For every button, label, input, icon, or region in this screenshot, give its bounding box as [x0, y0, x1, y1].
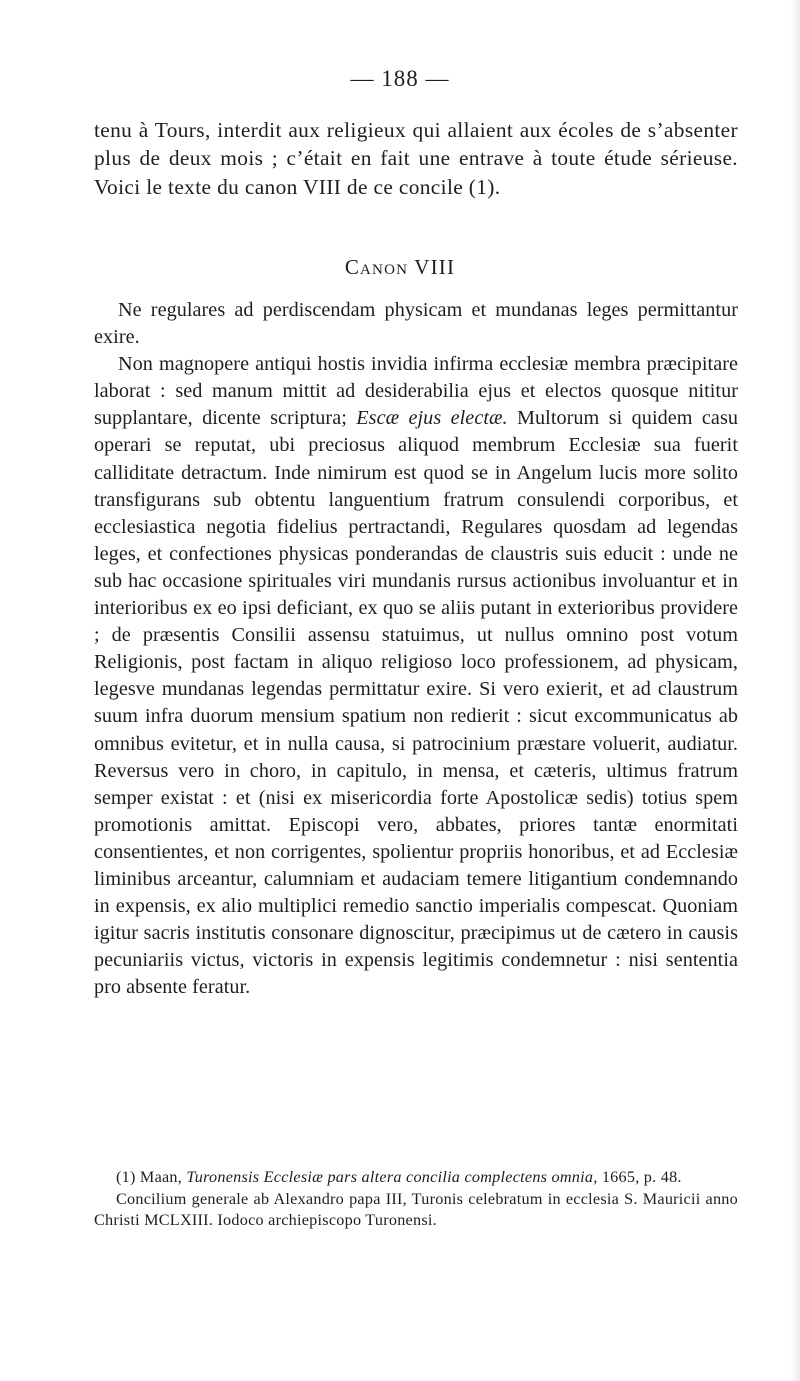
- footnotes-block: [94, 1167, 738, 1232]
- intro-paragraph-block: [94, 116, 738, 201]
- intro-paragraph: tenu à Tours, interdit aux religieux qui allaient aux écoles de s’absenter plus de deux mois ; c’était en fait une entrave à toute étude sérieuse. Voici le texte du canon VIII de ce concile (1).: [94, 118, 738, 199]
- footnote-1-suffix: 1665, p. 48.: [601, 1168, 682, 1186]
- footnote-1: [94, 1167, 738, 1189]
- footnote-1-prefix: (1) Maan,: [116, 1168, 183, 1186]
- canon-title: Ne regulares ad perdiscendam physicam et mundanas leges permittantur exire.: [94, 299, 738, 349]
- canon-heading: Canon VIII: [344, 255, 456, 279]
- canon-body: [94, 351, 738, 1001]
- page-edge-shadow: [790, 0, 800, 1381]
- page-number: — 188 —: [350, 66, 450, 91]
- canon-body-quote: Escæ ejus electæ.: [356, 407, 508, 430]
- canon-body-part-1: Non magnopere antiqui hostis invidia infirma ecclesiæ membra præcipitare laborat : sed manum mittit ad desiderabilia ejus et electos quosque nititur supplantare, dicente scriptura;: [94, 353, 738, 430]
- footnote-1-title: Turonensis Ecclesiæ pars altera concilia complectens omnia,: [186, 1168, 598, 1186]
- canon-text-block: [94, 297, 738, 1001]
- canon-body-part-2: Multorum si quidem casu operari se reputat, ubi preciosus aliquod membrum Ecclesiæ sua fuerit calliditate detractum. Inde nimirum est quod se in Angelum lucis more solito transfigurans sub obtentu languentium fratrum consulendi corporibus, et ecclesiastica negotia fidelius pertractandi, Regulares quosdam ad legendas leges, et confectiones physicas ponderandas de claustris suis educit : unde ne sub hac occasione spirituales viri mundanis rursus actionibus involuantur et in interioribus ex eo ipsi deficiant, ex quo se aliis putant in exterioribus providere ; de præsentis Consilii assensu statuimus, ut nullus omnino post votum Religionis, post factam in aliquo religioso loco professionem, ad physicam, legesve mundanas legendas permittatur exire. Si vero exierit, et ad claustrum suum infra duorum mensium spatium non redierit : sicut excommunicatus ab omnibus evitetur, et in nulla causa, si patrocinium præstare voluerit, audiatur. Reversus vero in choro, in capitulo, in mensa, et cæteris, ultimus fratrum semper existat : et (nisi ex misericordia forte Apostolicæ sedis) totius spem promotionis amittat. Episcopi vero, abbates, priores tantæ enormitati consentientes, et non corrigentes, spolientur propriis honoribus, et ad Ecclesiæ liminibus arceantur, calumniam et audaciam temere litigantium condemnando in expensis, ex alio multiplici remedio sanctio imperialis compescat. Quoniam igitur sacris institutis consonare dignoscitur, præcipimus ut de cætero in causis pecuniariis victus, victoris in expensis legitimis condemnetur : nisi sententia pro absente feratur.: [94, 407, 738, 999]
- footnote-2: Concilium generale ab Alexandro papa III, Turonis celebratum in ecclesia S. Mauricii anno Christi MCLXIII. Iodoco archiepiscopo Turonensi.: [94, 1189, 738, 1229]
